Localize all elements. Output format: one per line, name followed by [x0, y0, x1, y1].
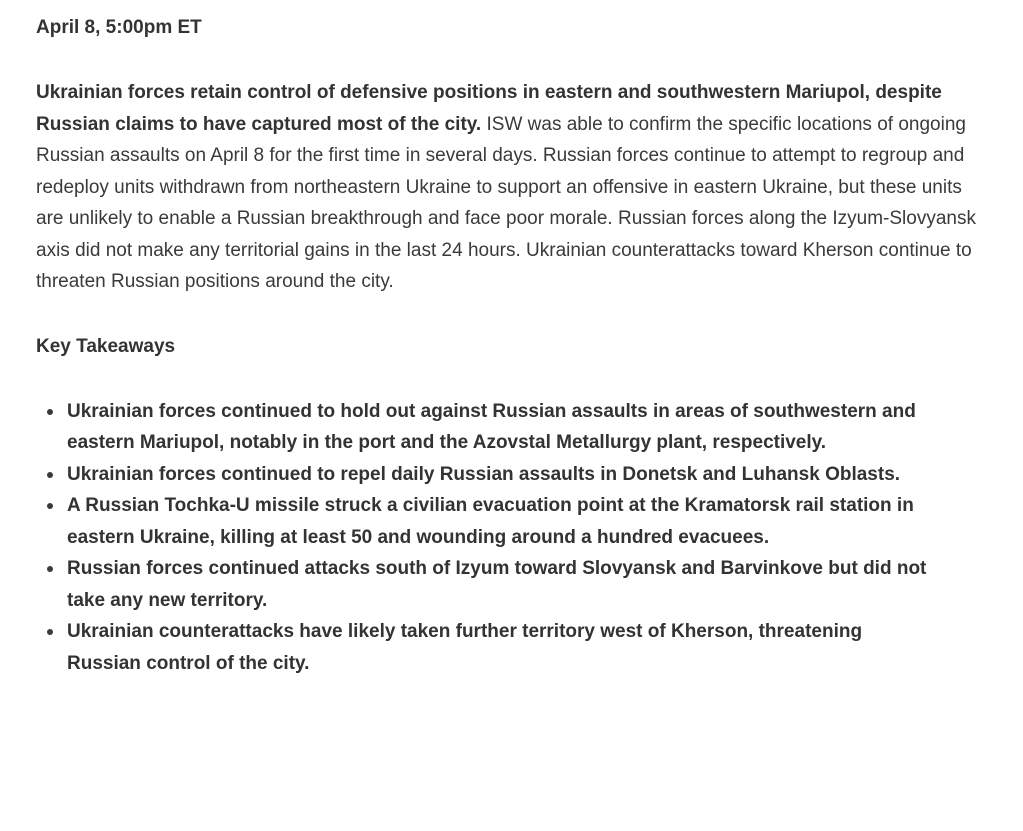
list-item-text: Russian forces continued attacks south of Izyum toward Slovyansk and Barvinkove but did not take any new territory.: [67, 558, 927, 611]
bullet-icon: [47, 472, 53, 478]
article-body: [36, 14, 976, 679]
key-takeaways-list: [36, 396, 976, 680]
list-item-text: Ukrainian forces continued to hold out against Russian assaults in areas of southwestern and eastern Mariupol, notably in the port and the Azovstal Metallurgy plant, respectively.: [67, 400, 916, 453]
dateline: April 8, 5:00pm ET: [36, 17, 202, 38]
list-item-text: Ukrainian counterattacks have likely taken further territory west of Kherson, threatening Russian control of the city.: [67, 621, 863, 674]
key-takeaways-heading: Key Takeaways: [36, 335, 176, 357]
bullet-icon: [47, 566, 53, 572]
lead-paragraph: [36, 77, 976, 298]
list-item: [36, 459, 927, 491]
list-item-text: A Russian Tochka-U missile struck a civilian evacuation point at the Kramatorsk rail station in eastern Ukraine, killing at least 50 and wounding around a hundred evacuees.: [67, 495, 914, 548]
list-item-text: Ukrainian forces continued to repel daily Russian assaults in Donetsk and Luhansk Oblasts.: [67, 463, 901, 485]
list-item: [36, 490, 927, 553]
lead-body-text: ISW was able to confirm the specific locations of ongoing Russian assaults on April 8 for the first time in several days. Russian forces continue to attempt to regroup and redeploy units withdrawn from northeastern Ukraine to support an offensive in eastern Ukraine, but these units are unlikely to enable a Russian breakthrough and face poor morale. Russian forces along the Izyum-Slovyansk axis did not make any territorial gains in the last 24 hours. Ukrainian counterattacks toward Kherson continue to threaten Russian positions around the city.: [36, 113, 976, 292]
list-item: [36, 553, 927, 616]
list-item: [36, 616, 927, 679]
bullet-icon: [47, 629, 53, 635]
list-item: [36, 396, 927, 459]
bullet-icon: [47, 409, 53, 415]
lead-bold-summary: Ukrainian forces retain control of defensive positions in eastern and southwestern Mariupol, despite Russian claims to have captured most of the city.: [36, 82, 942, 135]
bullet-icon: [47, 503, 53, 509]
